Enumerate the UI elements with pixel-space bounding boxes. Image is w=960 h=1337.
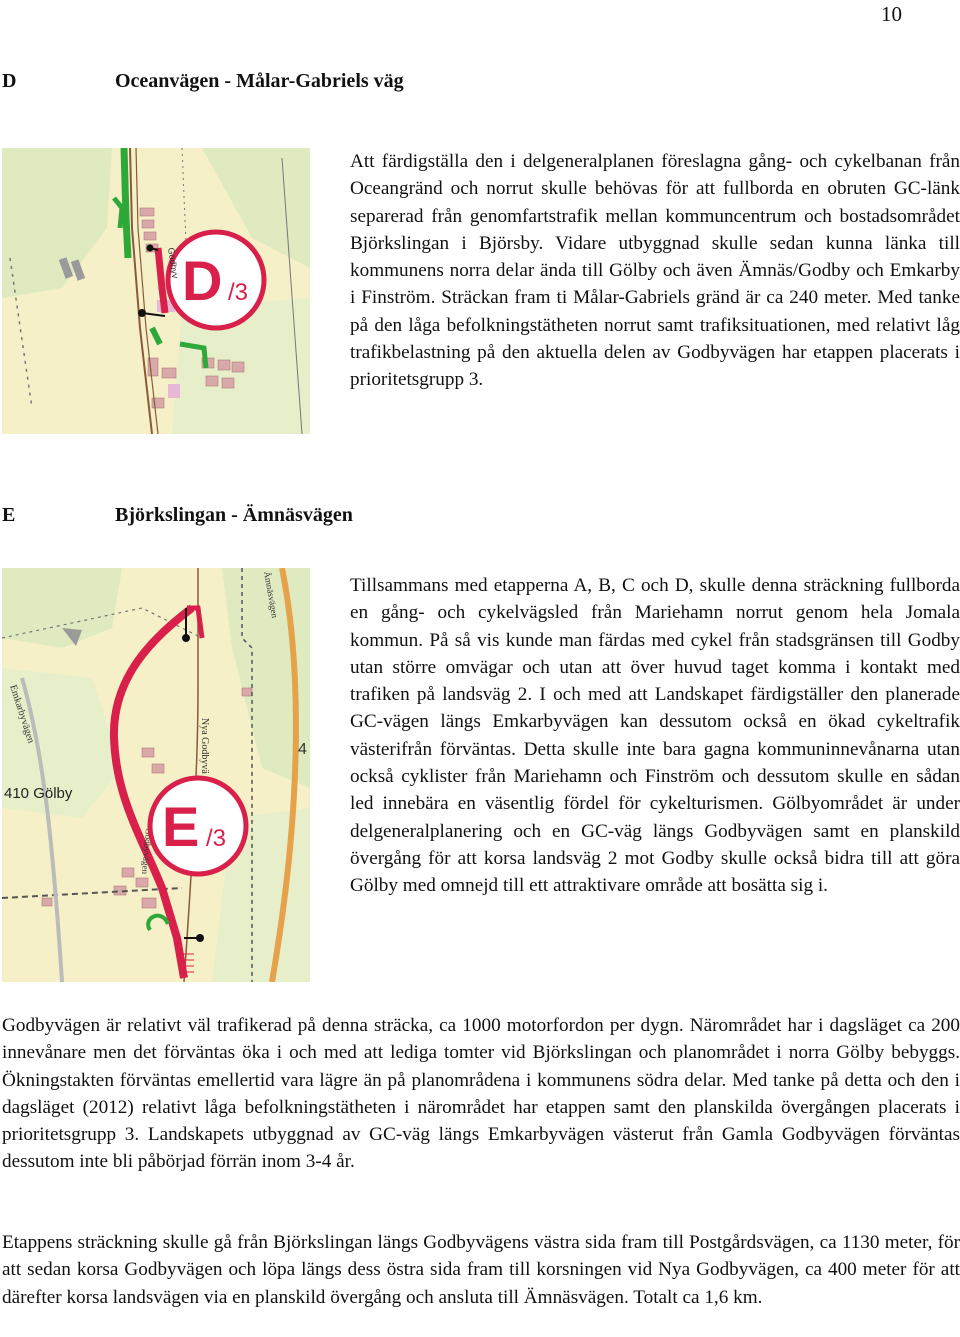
page-number: 10	[881, 2, 902, 26]
paragraph-traffic: Godbyvägen är relativt väl trafikerad på denna sträcka, ca 1000 motorfordon per dygn. Närområdet har i dagsläget ca 200 innevånare men det förväntas öka i och med att lediga tomter vid Björkslingan och planområdet i norra Gölby bebyggs. Ökningstakten förväntas emellertid vara lägre än på planområdena i kommunens södra delar. Med tanke på detta och den i dagsläget (2012) relativt låga befolkningstätheten i närområdet har etappen samt den planskilda övergången placerats i prioritetsgrupp 3. Landskapets utbyggnad av GC-väg längs Emkarbyvägen västerut från Gamla Godbyvägen förväntas dessutom inte bli påbörjad förrän inom 3-4 år.	[2, 1015, 960, 1173]
section-d-text: Att färdigställa den i delgeneralplanen föreslagna gång- och cykelbanan från Oceangränd och norrut skulle behövas för att fullborda en obruten GC-länk separerad från genomfartstrafik mellan kommuncentrum och bostadsområdet Björkslingan i Björsby. Vidare utbyggnad skulle sedan kunna länka till kommunens norra delar ända till Gölby och även Ämnäs/Godby och Emkarby i Finström. Sträckan fram ti Målar-Gabriels gränd är ca 240 meter. Med tanke på den låga befolkningstätheten norrut samt trafiksituationen, med relativt låg trafikbelastning på den aktuella delen av Godbyvägen har etappen placerats i prioritetsgrupp 3.	[350, 151, 960, 391]
map-d-road-label: Godbyv	[166, 246, 181, 280]
badge-d-fraction: /3	[228, 279, 249, 306]
map-section-e	[2, 568, 310, 982]
section-e-title: Björkslingan - Ämnäsvägen	[115, 504, 353, 526]
section-e-text: Tillsammans med etapperna A, B, C och D, skulle denna sträckning fullborda en gång- och cykelvägsled från Mariehamn norrut genom hela Jomala kommun. På så vis kunde man färdas med cykel från stadsgränsen till Godby utan större omvägar och utan att över huvud taget komma i kontakt med trafiken på landsväg 2. I och med att Landskapet färdigställer den planerade GC-vägen längs Emkarbyvägen kan dessutom också en ökad cykeltrafik västerifrån förväntas. Detta skulle inte bara gagna kommuninnevånarna utan också cyklister från Mariehamn och Finström och dessutom skulle en sådan led innebära en väsentlig fördel för cykelturismen. Gölbyområdet är under delgeneralplanering och en GC-väg längs Godbyvägen samt en planskild övergång för att korsa landsväg 2 mot Godby skulle också bidra till att göra Gölby med omnejd till ett attraktivare område att bosätta sig i.	[350, 575, 960, 897]
paragraph-route: Etappens sträckning skulle gå från Björkslingan längs Godbyvägens västra sida fram till Postgårdsvägen, ca 1130 meter, för att sedan korsa Godbyvägen och löpa längs dess östra sida fram till korsningen vid Nya Godbyvägen, ca 400 meter för att därefter korsa landsvägen via en planskild övergång och ansluta till Ämnäsvägen. Totalt ca 1,6 km.	[2, 1232, 960, 1308]
map-e-road-label-1: Emkarbyvägen	[7, 683, 37, 745]
badge-e-letter: E	[162, 795, 200, 858]
section-d-title: Oceanvägen - Målar-Gabriels väg	[115, 70, 404, 92]
map-e-place-label: 410 Gölby	[4, 785, 73, 802]
map-e-road-label-3: Godbyvägen	[139, 827, 154, 875]
map-e-road-label-4: Ämnäsvägen	[262, 570, 281, 619]
map-e-edge-number: 4	[298, 741, 307, 758]
map-e-road-label-2: Nya Godbyvä	[199, 718, 210, 774]
badge-e-fraction: /3	[206, 825, 227, 852]
badge-d-letter: D	[182, 249, 223, 312]
section-d-letter: D	[2, 70, 17, 92]
map-section-d	[2, 148, 310, 434]
section-e-letter: E	[2, 504, 16, 526]
